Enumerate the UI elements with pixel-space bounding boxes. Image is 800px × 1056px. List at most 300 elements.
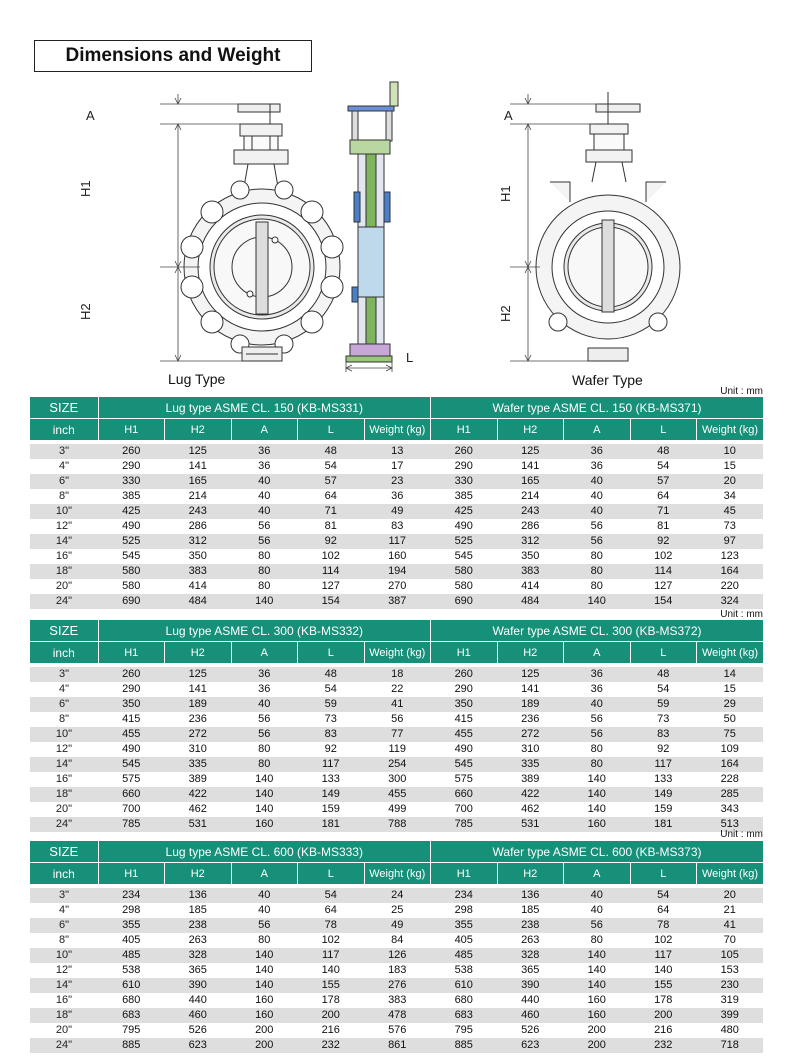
lug-dim-h1-label: H1 [78, 180, 93, 197]
value-cell: 254 [364, 757, 431, 772]
value-cell: 455 [98, 727, 165, 742]
table-row [30, 1023, 763, 1038]
size-cell: 8" [30, 712, 98, 727]
lug-title: Lug type ASME CL. 600 (KB-MS333) [98, 841, 431, 863]
value-cell: 194 [364, 564, 431, 579]
value-cell: 117 [364, 534, 431, 549]
value-cell: 36 [231, 667, 298, 682]
lug-type-caption: Lug Type [168, 371, 226, 387]
lug-title: Lug type ASME CL. 300 (KB-MS332) [98, 620, 431, 642]
value-cell: 80 [231, 742, 298, 757]
col-header: L [630, 419, 697, 441]
value-cell: 56 [564, 727, 631, 742]
value-cell: 389 [165, 772, 232, 787]
value-cell: 328 [165, 948, 232, 963]
table-row [30, 978, 763, 993]
value-cell: 405 [431, 933, 498, 948]
value-cell: 140 [298, 963, 365, 978]
value-cell: 54 [630, 888, 697, 903]
value-cell: 56 [564, 519, 631, 534]
table-row [30, 727, 763, 742]
table-row [30, 594, 763, 609]
value-cell: 40 [231, 504, 298, 519]
value-cell: 260 [431, 444, 498, 459]
value-cell: 92 [630, 534, 697, 549]
value-cell: 127 [630, 579, 697, 594]
value-cell: 14 [697, 667, 764, 682]
value-cell: 260 [98, 444, 165, 459]
table-row [30, 534, 763, 549]
size-cell: 12" [30, 742, 98, 757]
value-cell: 54 [630, 459, 697, 474]
value-cell: 50 [697, 712, 764, 727]
value-cell: 575 [431, 772, 498, 787]
size-cell: 18" [30, 1008, 98, 1023]
col-header: H1 [431, 642, 498, 664]
value-cell: 220 [697, 579, 764, 594]
value-cell: 80 [564, 757, 631, 772]
value-cell: 36 [564, 682, 631, 697]
value-cell: 40 [564, 888, 631, 903]
value-cell: 133 [630, 772, 697, 787]
value-cell: 861 [364, 1038, 431, 1053]
col-header: L [298, 642, 365, 664]
value-cell: 700 [431, 802, 498, 817]
value-cell: 45 [697, 504, 764, 519]
spec-table-cl600 [30, 841, 763, 1053]
value-cell: 141 [497, 682, 564, 697]
value-cell: 440 [497, 993, 564, 1008]
table-row [30, 1008, 763, 1023]
col-header: H1 [431, 863, 498, 885]
table-row [30, 963, 763, 978]
wafer-title: Wafer type ASME CL. 600 (KB-MS373) [431, 841, 764, 863]
size-cell: 3" [30, 667, 98, 682]
value-cell: 36 [231, 459, 298, 474]
value-cell: 623 [497, 1038, 564, 1053]
value-cell: 885 [98, 1038, 165, 1053]
value-cell: 390 [165, 978, 232, 993]
value-cell: 580 [98, 564, 165, 579]
value-cell: 531 [497, 817, 564, 832]
col-header: H1 [98, 419, 165, 441]
spec-table-cl300 [30, 620, 763, 832]
table-row [30, 903, 763, 918]
value-cell: 785 [431, 817, 498, 832]
value-cell: 478 [364, 1008, 431, 1023]
value-cell: 25 [364, 903, 431, 918]
value-cell: 232 [298, 1038, 365, 1053]
value-cell: 64 [298, 903, 365, 918]
value-cell: 140 [231, 802, 298, 817]
value-cell: 350 [98, 697, 165, 712]
value-cell: 526 [165, 1023, 232, 1038]
col-header: H2 [165, 419, 232, 441]
value-cell: 56 [364, 712, 431, 727]
value-cell: 56 [564, 712, 631, 727]
wafer-title: Wafer type ASME CL. 150 (KB-MS371) [431, 397, 764, 419]
table-row [30, 474, 763, 489]
wafer-title: Wafer type ASME CL. 300 (KB-MS372) [431, 620, 764, 642]
size-cell: 4" [30, 682, 98, 697]
value-cell: 365 [497, 963, 564, 978]
value-cell: 485 [431, 948, 498, 963]
table-row [30, 948, 763, 963]
size-cell: 14" [30, 978, 98, 993]
value-cell: 286 [497, 519, 564, 534]
value-cell: 232 [630, 1038, 697, 1053]
size-cell: 20" [30, 579, 98, 594]
value-cell: 73 [697, 519, 764, 534]
value-cell: 319 [697, 993, 764, 1008]
value-cell: 216 [630, 1023, 697, 1038]
value-cell: 425 [431, 504, 498, 519]
value-cell: 350 [497, 549, 564, 564]
value-cell: 298 [431, 903, 498, 918]
value-cell: 490 [98, 742, 165, 757]
value-cell: 141 [165, 459, 232, 474]
value-cell: 41 [697, 918, 764, 933]
value-cell: 460 [165, 1008, 232, 1023]
value-cell: 189 [165, 697, 232, 712]
value-cell: 125 [497, 667, 564, 682]
value-cell: 56 [564, 534, 631, 549]
value-cell: 160 [564, 1008, 631, 1023]
value-cell: 290 [431, 682, 498, 697]
col-header: A [564, 642, 631, 664]
value-cell: 64 [630, 489, 697, 504]
value-cell: 140 [231, 978, 298, 993]
inch-header: inch [30, 863, 98, 885]
value-cell: 140 [231, 963, 298, 978]
value-cell: 92 [298, 534, 365, 549]
value-cell: 136 [497, 888, 564, 903]
value-cell: 399 [697, 1008, 764, 1023]
value-cell: 71 [298, 504, 365, 519]
value-cell: 20 [697, 888, 764, 903]
section-dim-l-label: L [406, 350, 414, 365]
value-cell: 117 [630, 757, 697, 772]
value-cell: 40 [564, 474, 631, 489]
value-cell: 385 [431, 489, 498, 504]
value-cell: 80 [231, 757, 298, 772]
value-cell: 102 [630, 933, 697, 948]
value-cell: 159 [630, 802, 697, 817]
col-header: H2 [497, 642, 564, 664]
value-cell: 480 [697, 1023, 764, 1038]
value-cell: 335 [165, 757, 232, 772]
value-cell: 18 [364, 667, 431, 682]
value-cell: 40 [564, 489, 631, 504]
wafer-type-caption: Wafer Type [572, 372, 643, 388]
value-cell: 54 [298, 888, 365, 903]
value-cell: 690 [98, 594, 165, 609]
size-cell: 3" [30, 444, 98, 459]
value-cell: 484 [165, 594, 232, 609]
table-row [30, 772, 763, 787]
col-header: L [298, 419, 365, 441]
value-cell: 40 [564, 504, 631, 519]
table-row [30, 787, 763, 802]
col-header: H2 [165, 642, 232, 664]
value-cell: 21 [697, 903, 764, 918]
value-cell: 80 [231, 564, 298, 579]
value-cell: 80 [564, 549, 631, 564]
value-cell: 48 [630, 444, 697, 459]
table-row [30, 933, 763, 948]
value-cell: 324 [697, 594, 764, 609]
value-cell: 660 [431, 787, 498, 802]
value-cell: 36 [564, 667, 631, 682]
value-cell: 405 [98, 933, 165, 948]
value-cell: 127 [298, 579, 365, 594]
table-row [30, 757, 763, 772]
value-cell: 181 [630, 817, 697, 832]
value-cell: 243 [497, 504, 564, 519]
table-row [30, 817, 763, 832]
value-cell: 425 [98, 504, 165, 519]
value-cell: 105 [697, 948, 764, 963]
value-cell: 23 [364, 474, 431, 489]
value-cell: 383 [165, 564, 232, 579]
value-cell: 80 [231, 549, 298, 564]
value-cell: 15 [697, 459, 764, 474]
value-cell: 580 [431, 564, 498, 579]
table-row [30, 802, 763, 817]
value-cell: 545 [431, 549, 498, 564]
value-cell: 40 [231, 888, 298, 903]
value-cell: 102 [630, 549, 697, 564]
table-row [30, 549, 763, 564]
value-cell: 56 [231, 519, 298, 534]
table-row [30, 1038, 763, 1053]
value-cell: 312 [165, 534, 232, 549]
value-cell: 312 [497, 534, 564, 549]
table-row [30, 682, 763, 697]
value-cell: 117 [298, 948, 365, 963]
value-cell: 422 [165, 787, 232, 802]
value-cell: 64 [298, 489, 365, 504]
value-cell: 57 [298, 474, 365, 489]
value-cell: 310 [165, 742, 232, 757]
value-cell: 117 [298, 757, 365, 772]
value-cell: 795 [98, 1023, 165, 1038]
col-header: H1 [98, 642, 165, 664]
value-cell: 78 [630, 918, 697, 933]
table-row [30, 697, 763, 712]
value-cell: 78 [298, 918, 365, 933]
value-cell: 59 [630, 697, 697, 712]
value-cell: 114 [630, 564, 697, 579]
value-cell: 365 [165, 963, 232, 978]
table-row [30, 579, 763, 594]
value-cell: 660 [98, 787, 165, 802]
value-cell: 64 [630, 903, 697, 918]
value-cell: 140 [231, 772, 298, 787]
value-cell: 623 [165, 1038, 232, 1053]
value-cell: 272 [165, 727, 232, 742]
size-cell: 6" [30, 474, 98, 489]
lug-dim-h2-label: H2 [78, 303, 93, 320]
value-cell: 343 [697, 802, 764, 817]
value-cell: 36 [231, 444, 298, 459]
value-cell: 54 [298, 459, 365, 474]
value-cell: 165 [497, 474, 564, 489]
value-cell: 140 [564, 802, 631, 817]
unit-note: Unit : mm [720, 609, 763, 620]
value-cell: 700 [98, 802, 165, 817]
size-cell: 24" [30, 817, 98, 832]
value-cell: 355 [98, 918, 165, 933]
col-header: L [630, 642, 697, 664]
value-cell: 48 [298, 667, 365, 682]
value-cell: 34 [697, 489, 764, 504]
col-header: A [231, 642, 298, 664]
table-row [30, 444, 763, 459]
size-header: SIZE [30, 397, 98, 419]
col-header: A [231, 419, 298, 441]
value-cell: 97 [697, 534, 764, 549]
value-cell: 455 [364, 787, 431, 802]
value-cell: 200 [564, 1023, 631, 1038]
value-cell: 290 [98, 682, 165, 697]
col-header: H2 [497, 863, 564, 885]
size-cell: 16" [30, 993, 98, 1008]
inch-header: inch [30, 419, 98, 441]
value-cell: 414 [165, 579, 232, 594]
size-cell: 3" [30, 888, 98, 903]
value-cell: 200 [231, 1038, 298, 1053]
value-cell: 788 [364, 817, 431, 832]
value-cell: 490 [98, 519, 165, 534]
value-cell: 125 [497, 444, 564, 459]
size-cell: 12" [30, 519, 98, 534]
value-cell: 75 [697, 727, 764, 742]
value-cell: 545 [98, 549, 165, 564]
size-cell: 10" [30, 504, 98, 519]
value-cell: 40 [231, 903, 298, 918]
value-cell: 15 [697, 682, 764, 697]
col-header: Weight (kg) [697, 642, 764, 664]
value-cell: 683 [98, 1008, 165, 1023]
value-cell: 214 [497, 489, 564, 504]
col-header: H1 [431, 419, 498, 441]
col-header: H2 [165, 863, 232, 885]
value-cell: 164 [697, 757, 764, 772]
value-cell: 243 [165, 504, 232, 519]
value-cell: 160 [231, 817, 298, 832]
size-cell: 4" [30, 459, 98, 474]
value-cell: 80 [231, 933, 298, 948]
valve-drawings [60, 72, 760, 392]
col-header: Weight (kg) [364, 863, 431, 885]
value-cell: 92 [630, 742, 697, 757]
value-cell: 48 [298, 444, 365, 459]
value-cell: 149 [298, 787, 365, 802]
value-cell: 200 [630, 1008, 697, 1023]
value-cell: 22 [364, 682, 431, 697]
value-cell: 80 [564, 564, 631, 579]
value-cell: 389 [497, 772, 564, 787]
value-cell: 328 [497, 948, 564, 963]
value-cell: 383 [364, 993, 431, 1008]
value-cell: 414 [497, 579, 564, 594]
col-header: H1 [98, 863, 165, 885]
value-cell: 83 [630, 727, 697, 742]
value-cell: 350 [165, 549, 232, 564]
value-cell: 164 [697, 564, 764, 579]
value-cell: 49 [364, 504, 431, 519]
value-cell: 160 [564, 993, 631, 1008]
value-cell: 415 [431, 712, 498, 727]
value-cell: 49 [364, 918, 431, 933]
value-cell: 200 [298, 1008, 365, 1023]
size-cell: 14" [30, 757, 98, 772]
value-cell: 330 [98, 474, 165, 489]
page-title: Dimensions and Weight [34, 40, 312, 72]
col-header: Weight (kg) [697, 863, 764, 885]
value-cell: 290 [431, 459, 498, 474]
value-cell: 154 [298, 594, 365, 609]
value-cell: 123 [697, 549, 764, 564]
value-cell: 178 [298, 993, 365, 1008]
value-cell: 36 [564, 444, 631, 459]
value-cell: 114 [298, 564, 365, 579]
value-cell: 102 [298, 933, 365, 948]
value-cell: 40 [231, 489, 298, 504]
size-cell: 6" [30, 697, 98, 712]
value-cell: 29 [697, 697, 764, 712]
value-cell: 387 [364, 594, 431, 609]
value-cell: 460 [497, 1008, 564, 1023]
value-cell: 513 [697, 817, 764, 832]
value-cell: 77 [364, 727, 431, 742]
col-header: L [298, 863, 365, 885]
value-cell: 109 [697, 742, 764, 757]
size-header: SIZE [30, 841, 98, 863]
value-cell: 580 [98, 579, 165, 594]
col-header: A [564, 419, 631, 441]
size-cell: 24" [30, 594, 98, 609]
table-row [30, 459, 763, 474]
value-cell: 70 [697, 933, 764, 948]
value-cell: 59 [298, 697, 365, 712]
value-cell: 263 [497, 933, 564, 948]
value-cell: 185 [165, 903, 232, 918]
value-cell: 576 [364, 1023, 431, 1038]
value-cell: 276 [364, 978, 431, 993]
value-cell: 80 [564, 742, 631, 757]
value-cell: 126 [364, 948, 431, 963]
value-cell: 545 [98, 757, 165, 772]
value-cell: 165 [165, 474, 232, 489]
size-cell: 24" [30, 1038, 98, 1053]
table-row [30, 504, 763, 519]
value-cell: 92 [298, 742, 365, 757]
size-cell: 18" [30, 787, 98, 802]
value-cell: 355 [431, 918, 498, 933]
value-cell: 462 [165, 802, 232, 817]
value-cell: 125 [165, 667, 232, 682]
value-cell: 155 [630, 978, 697, 993]
value-cell: 286 [165, 519, 232, 534]
value-cell: 484 [497, 594, 564, 609]
value-cell: 41 [364, 697, 431, 712]
value-cell: 178 [630, 993, 697, 1008]
value-cell: 140 [564, 594, 631, 609]
value-cell: 531 [165, 817, 232, 832]
value-cell: 238 [165, 918, 232, 933]
